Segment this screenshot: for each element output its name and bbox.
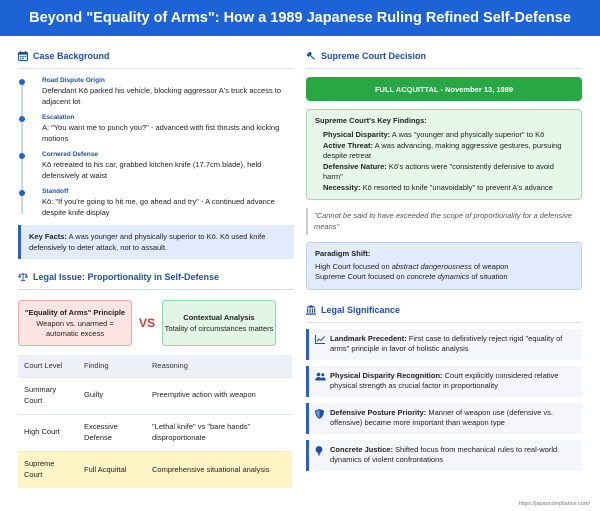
significance-label: Defensive Posture Priority: <box>330 407 427 417</box>
paradigm-text: High Court focused on <box>315 261 392 271</box>
contextual-analysis-box <box>162 300 276 346</box>
timeline-item <box>42 114 294 144</box>
key-facts-box <box>18 225 294 259</box>
significance-text-block <box>330 334 576 355</box>
key-findings-box <box>306 109 582 200</box>
table-cell: Excessive Defense <box>78 414 146 451</box>
table-row-highlighted <box>18 451 292 488</box>
significance-text-block <box>330 371 576 392</box>
table-cell: Guilty <box>78 377 146 414</box>
court-rulings-table <box>18 355 292 488</box>
timeline-text: Kō: "If you're going to hit me, go ahead and try" - A continued advance despite knife display <box>42 197 275 217</box>
paradigm-line-high-court <box>315 262 573 273</box>
key-facts-text: A was younger and physically superior to Kō. Kō used knife defensively to deter attack, not to assault. <box>29 232 266 252</box>
decision-heading <box>306 49 582 63</box>
finding-label: Necessity: <box>323 182 361 192</box>
paradigm-shift-box <box>306 242 582 290</box>
significance-label: Landmark Precedent: <box>330 333 407 343</box>
paradigm-emphasis: concrete dynamics <box>406 272 470 281</box>
significance-text: Manner of weapon use (defensive vs. offensive) became more important than weapon type <box>330 407 554 427</box>
gavel-icon <box>306 51 316 61</box>
key-facts-label: Key Facts: <box>29 232 67 241</box>
timeline-item <box>42 77 294 107</box>
finding-text: A was advancing, making aggressive gestures, pursuing despite retreat <box>323 140 562 160</box>
paradigm-text: of weapon <box>471 261 509 271</box>
footer-url: https://japancompliance.com/ <box>518 501 590 507</box>
table-cell: Supreme Court <box>18 451 78 488</box>
significance-text: First case to definitively reject rigid "equality of arms" principle in favor of holistic analysis <box>330 333 563 353</box>
court-quote: "Cannot be said to have exceeded the scope of proportionality for a defensive means" <box>306 208 582 235</box>
table-cell: Full Acquittal <box>78 451 146 488</box>
finding-text: Kō's actions were "consistently defensive to avoid harm" <box>323 161 554 181</box>
vs-label: VS <box>138 316 155 330</box>
legal-issue-heading <box>18 270 294 284</box>
table-cell: High Court <box>18 414 78 451</box>
left-column <box>18 49 294 488</box>
users-icon <box>315 372 326 392</box>
balance-scale-icon <box>18 272 28 282</box>
timeline-label: Road Dispute Origin <box>42 77 105 84</box>
equality-of-arms-title: "Equality of Arms" Principle <box>24 307 126 317</box>
significance-item <box>306 329 582 360</box>
page-title <box>0 0 600 36</box>
paradigm-text: of situation <box>469 272 508 281</box>
timeline-item <box>42 188 294 218</box>
content-area <box>0 36 600 511</box>
column-header: Court Level <box>18 355 78 377</box>
paradigm-text: Supreme Court focused on <box>315 272 407 281</box>
table-row <box>18 377 292 414</box>
finding-item <box>315 130 573 141</box>
column-header: Reasoning <box>146 355 292 377</box>
principle-comparison <box>18 300 294 346</box>
divider <box>306 322 582 323</box>
finding-text: A was "younger and physically superior" to Kō <box>390 130 545 139</box>
column-header: Finding <box>78 355 146 377</box>
shield-icon <box>315 409 326 429</box>
timeline-text: Kō retreated to his car, grabbed kitchen knife (17.7cm blade), held defensively at waist <box>42 160 262 180</box>
table-cell: Comprehensive situational analysis <box>146 451 292 488</box>
paradigm-shift-title: Paradigm Shift: <box>315 249 371 258</box>
paradigm-line-supreme-court <box>315 272 573 283</box>
significance-item <box>306 440 582 471</box>
finding-label: Defensive Nature: <box>323 161 387 171</box>
calendar-icon <box>18 51 28 61</box>
contextual-analysis-title: Contextual Analysis <box>183 312 255 322</box>
timeline-dot <box>19 153 25 159</box>
significance-item <box>306 366 582 397</box>
contextual-analysis-text: Totality of circumstances matters <box>164 323 274 333</box>
timeline-dot <box>19 79 25 85</box>
verdict-text: FULL ACQUITTAL - November 13, 1989 <box>374 84 514 94</box>
timeline-item <box>42 151 294 181</box>
significance-label: Concrete Justice: <box>330 444 393 454</box>
finding-label: Physical Disparity: <box>323 130 391 139</box>
finding-item <box>315 162 573 183</box>
lightbulb-icon <box>315 446 326 466</box>
right-column <box>306 49 582 471</box>
finding-text: Kō resorted to knife "unavoidably" to prevent A's advance <box>360 182 553 192</box>
case-background-title: Case Background <box>33 51 110 61</box>
timeline-label: Cornered Defense <box>42 151 98 158</box>
decision-title: Supreme Court Decision <box>321 51 427 61</box>
courthouse-icon <box>306 305 316 315</box>
significance-text: Shifted focus from mechanical rules to real-world dynamics of violent confrontations <box>330 444 558 464</box>
divider <box>18 68 294 69</box>
timeline-text: Defendant Kō parked his vehicle, blocking aggressor A's truck access to adjacent lot <box>42 86 282 106</box>
verdict-banner <box>306 77 582 101</box>
timeline-dot <box>19 190 25 196</box>
significance-item <box>306 403 582 434</box>
finding-item <box>315 141 573 162</box>
case-background-heading <box>18 49 294 63</box>
equality-of-arms-text: Weapon vs. unarmed = automatic excess <box>36 318 114 338</box>
table-cell: Summary Court <box>18 377 78 414</box>
finding-label: Active Threat: <box>323 140 374 150</box>
significance-text-block <box>330 408 576 429</box>
significance-text: Court explicitly considered relative physical strength as crucial factor in proportionality <box>330 370 559 390</box>
finding-item <box>315 183 573 194</box>
divider <box>306 68 582 69</box>
timeline-text: A: "You want me to punch you?" - advanced with fist thrusts and kicking motions <box>42 123 280 143</box>
case-timeline <box>18 77 294 218</box>
table-header-row <box>18 355 292 377</box>
equality-of-arms-box <box>18 300 132 346</box>
divider <box>18 289 294 290</box>
timeline-label: Escalation <box>42 114 75 121</box>
significance-heading <box>306 303 582 317</box>
timeline-label: Standoff <box>42 188 69 195</box>
table-row <box>18 414 292 451</box>
page-title-text: Beyond "Equality of Arms": How a 1989 Japanese Ruling Refined Self-Defense <box>29 10 571 26</box>
paradigm-emphasis: abstract dangerousness <box>391 261 472 271</box>
significance-text-block <box>330 445 576 466</box>
key-findings-title: Supreme Court's Key Findings: <box>315 116 427 125</box>
table-cell: "Lethal knife" vs "bare hands" disproportionate <box>146 414 292 451</box>
significance-label: Physical Disparity Recognition: <box>330 370 443 380</box>
table-cell: Preemptive action with weapon <box>146 377 292 414</box>
legal-issue-title: Legal Issue: Proportionality in Self-Defense <box>33 272 220 282</box>
chart-line-icon <box>315 335 326 355</box>
timeline-dot <box>19 116 25 122</box>
significance-title: Legal Significance <box>321 304 401 315</box>
